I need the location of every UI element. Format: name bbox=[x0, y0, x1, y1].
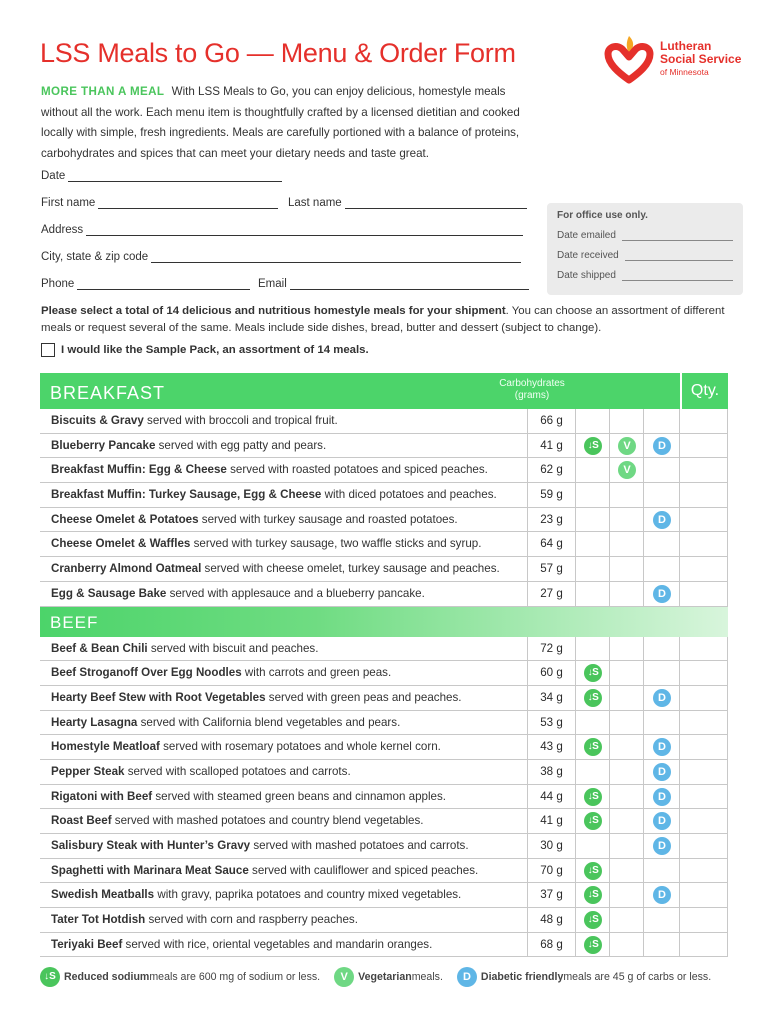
legend-d-text: meals are 45 g of carbs or less. bbox=[563, 971, 712, 983]
menu-item-name: Biscuits & Gravy bbox=[51, 414, 144, 427]
badge-cell bbox=[576, 809, 610, 833]
menu-item-carbs: 44 g bbox=[528, 785, 576, 809]
badge-cell bbox=[576, 834, 610, 858]
menu-item-name: Egg & Sausage Bake bbox=[51, 586, 167, 600]
menu-item-description bbox=[40, 711, 528, 735]
badge-cell bbox=[644, 711, 680, 735]
badge-cell bbox=[644, 908, 680, 932]
menu-item-name: Beef & Bean Chili bbox=[51, 641, 148, 655]
qty-input-cell[interactable] bbox=[680, 760, 728, 784]
page-title: LSS Meals to Go — Menu & Order Form bbox=[40, 38, 516, 68]
badge-cell bbox=[610, 711, 644, 735]
badge-cell bbox=[576, 859, 610, 883]
reduced-sodium-icon: ↓S bbox=[584, 936, 602, 954]
menu-item-row bbox=[40, 735, 728, 760]
menu-item-name: Salisbury Steak with Hunter’s Gravy bbox=[51, 839, 251, 852]
qty-input-cell[interactable] bbox=[680, 557, 728, 581]
qty-column-header: Qty. bbox=[680, 373, 728, 409]
menu-item-name: Roast Beef bbox=[51, 814, 112, 828]
office-use-box bbox=[547, 203, 743, 295]
badge-cell bbox=[610, 557, 644, 581]
qty-input-cell[interactable] bbox=[680, 908, 728, 932]
badge-cell bbox=[644, 557, 680, 581]
badge-cell bbox=[576, 883, 610, 907]
badge-cell bbox=[610, 735, 644, 759]
diabetic-friendly-icon: D bbox=[457, 967, 477, 987]
menu-item-sides: with gravy, paprika potatoes and country mixed vegetables. bbox=[154, 888, 462, 902]
menu-item-description bbox=[40, 735, 528, 759]
menu-item-carbs: 72 g bbox=[528, 637, 576, 661]
menu-item-name: Tater Tot Hotdish bbox=[51, 913, 146, 927]
menu-item-sides: served with rice, oriental vegetables and mandarin oranges. bbox=[122, 937, 433, 951]
address-label: Address bbox=[41, 224, 84, 236]
badge-cell bbox=[610, 508, 644, 532]
menu-item-description bbox=[40, 458, 528, 482]
menu-item-description bbox=[40, 582, 528, 606]
heart-flame-icon bbox=[602, 30, 656, 86]
badge-cell bbox=[644, 508, 680, 532]
qty-input-cell[interactable] bbox=[680, 508, 728, 532]
reduced-sodium-icon: ↓S bbox=[584, 788, 602, 806]
menu-item-description bbox=[40, 883, 528, 907]
menu-item-carbs: 70 g bbox=[528, 859, 576, 883]
menu-item-row bbox=[40, 834, 728, 859]
qty-input-cell[interactable] bbox=[680, 883, 728, 907]
reduced-sodium-icon: ↓S bbox=[584, 911, 602, 929]
badge-cell bbox=[576, 434, 610, 458]
menu-item-carbs: 43 g bbox=[528, 735, 576, 759]
carbs-column-header bbox=[488, 378, 576, 402]
phone-label: Phone bbox=[41, 278, 75, 290]
intro-text: With LSS Meals to Go, you can enjoy delicious, homestyle meals without all the work. Each menu item is thoughtfully crafted by a licensed dietitian and cooked locally with simple, fresh ingredients. Meals are carefully portioned with a balance of proteins, carbohydrates and spices that can meet your dietary needs and taste great. bbox=[41, 85, 520, 160]
phone-input-line[interactable] bbox=[77, 278, 250, 290]
badge-cell bbox=[644, 809, 680, 833]
menu-item-name: Hearty Lasagna bbox=[51, 715, 138, 729]
breakfast-header bbox=[40, 373, 728, 409]
qty-input-cell[interactable] bbox=[680, 637, 728, 661]
menu-item-row bbox=[40, 661, 728, 686]
menu-item-description bbox=[40, 409, 528, 433]
badge-cell bbox=[610, 458, 644, 482]
logo-line-2: Social Service bbox=[660, 52, 742, 66]
address-field[interactable] bbox=[41, 224, 523, 236]
qty-input-cell[interactable] bbox=[680, 483, 728, 507]
badge-cell bbox=[576, 508, 610, 532]
menu-item-name: Cheese Omelet & Potatoes bbox=[51, 512, 199, 526]
menu-item-carbs: 27 g bbox=[528, 582, 576, 606]
beef-title: BEEF bbox=[50, 612, 99, 632]
legend-d-bold: Diabetic friendly bbox=[480, 971, 564, 983]
menu-item-sides: served with steamed green beans and cinnamon apples. bbox=[152, 789, 447, 803]
menu-item-sides: served with California blend vegetables and pears. bbox=[137, 715, 401, 729]
menu-item-name: Beef Stroganoff Over Egg Noodles bbox=[51, 666, 242, 680]
badge-cell bbox=[576, 532, 610, 556]
badge-cell bbox=[644, 686, 680, 710]
first-name-label: First name bbox=[41, 197, 96, 209]
badge-cell bbox=[610, 483, 644, 507]
carbs-header-line-2: (grams) bbox=[514, 390, 550, 401]
sample-pack-label: I would like the Sample Pack, an assortment of 14 meals. bbox=[61, 344, 369, 356]
menu-item-name: Pepper Steak bbox=[51, 764, 125, 778]
menu-item-description bbox=[40, 809, 528, 833]
qty-input-cell[interactable] bbox=[680, 434, 728, 458]
diabetic-friendly-icon: D bbox=[653, 837, 671, 855]
diabetic-friendly-icon: D bbox=[653, 886, 671, 904]
menu-item-description bbox=[40, 760, 528, 784]
date-field[interactable] bbox=[41, 170, 282, 182]
badge-cell bbox=[610, 661, 644, 685]
badge-cell bbox=[576, 760, 610, 784]
menu-item-carbs: 68 g bbox=[528, 933, 576, 957]
menu-table bbox=[40, 373, 728, 957]
menu-item-name: Breakfast Muffin: Turkey Sausage, Egg & Cheese bbox=[51, 488, 322, 502]
badge-cell bbox=[576, 557, 610, 581]
badge-cell bbox=[610, 532, 644, 556]
city-field[interactable] bbox=[41, 251, 521, 263]
menu-item-description bbox=[40, 686, 528, 710]
badge-cell bbox=[644, 933, 680, 957]
menu-item-sides: served with broccoli and tropical fruit. bbox=[143, 414, 338, 427]
menu-item-row bbox=[40, 785, 728, 810]
menu-item-carbs: 38 g bbox=[528, 760, 576, 784]
menu-item-description bbox=[40, 859, 528, 883]
menu-item-sides: served with mashed potatoes and carrots. bbox=[250, 839, 469, 852]
menu-item-name: Teriyaki Beef bbox=[51, 937, 123, 951]
beef-header bbox=[40, 607, 728, 637]
menu-item-row bbox=[40, 557, 728, 582]
menu-item-name: Swedish Meatballs bbox=[51, 888, 155, 902]
menu-item-sides: served with cauliflower and spiced peaches. bbox=[248, 863, 479, 877]
badge-cell bbox=[576, 409, 610, 433]
diabetic-friendly-icon: D bbox=[653, 689, 671, 707]
logo-text bbox=[660, 40, 741, 79]
diabetic-friendly-icon: D bbox=[653, 738, 671, 756]
menu-item-sides: served with biscuit and peaches. bbox=[147, 641, 319, 655]
menu-item-row bbox=[40, 809, 728, 834]
beef-rows bbox=[40, 637, 728, 958]
email-field[interactable] bbox=[258, 278, 529, 290]
menu-item-carbs: 62 g bbox=[528, 458, 576, 482]
menu-item-name: Cranberry Almond Oatmeal bbox=[51, 562, 202, 576]
menu-item-description bbox=[40, 557, 528, 581]
badge-cell bbox=[610, 760, 644, 784]
diabetic-friendly-icon: D bbox=[653, 511, 671, 529]
date-received-line[interactable] bbox=[625, 251, 733, 261]
menu-item-name: Cheese Omelet & Waffles bbox=[51, 537, 191, 551]
date-shipped-line[interactable] bbox=[622, 271, 733, 281]
menu-item-row bbox=[40, 686, 728, 711]
date-label: Date bbox=[41, 170, 66, 182]
qty-input-cell[interactable] bbox=[680, 809, 728, 833]
menu-item-row bbox=[40, 508, 728, 533]
menu-item-name: Breakfast Muffin: Egg & Cheese bbox=[51, 463, 227, 477]
badge-cell bbox=[610, 582, 644, 606]
menu-item-row bbox=[40, 582, 728, 607]
city-label: City, state & zip code bbox=[41, 251, 149, 263]
date-emailed-label: Date emailed bbox=[557, 230, 616, 241]
carbs-header-line-1: Carbohydrates bbox=[499, 378, 565, 389]
badge-cell bbox=[610, 434, 644, 458]
legend-v-bold: Vegetarian bbox=[358, 971, 412, 983]
intro-lead: MORE THAN A MEAL bbox=[41, 85, 165, 98]
date-received-label: Date received bbox=[557, 250, 619, 261]
qty-input-cell[interactable] bbox=[680, 735, 728, 759]
badge-cell bbox=[576, 686, 610, 710]
menu-item-row bbox=[40, 483, 728, 508]
diabetic-friendly-icon: D bbox=[653, 812, 671, 830]
qty-input-cell[interactable] bbox=[680, 686, 728, 710]
intro-paragraph bbox=[41, 82, 541, 164]
badge-cell bbox=[576, 933, 610, 957]
badge-cell bbox=[644, 582, 680, 606]
menu-item-carbs: 30 g bbox=[528, 834, 576, 858]
badge-cell bbox=[610, 409, 644, 433]
menu-item-name: Rigatoni with Beef bbox=[51, 789, 153, 803]
breakfast-title: BREAKFAST bbox=[50, 383, 166, 403]
menu-item-row bbox=[40, 711, 728, 736]
menu-item-sides: served with turkey sausage and roasted potatoes. bbox=[198, 512, 458, 526]
menu-item-sides: with diced potatoes and peaches. bbox=[321, 488, 497, 502]
reduced-sodium-icon: ↓S bbox=[584, 738, 602, 756]
menu-item-sides: served with cheese omelet, turkey sausage and peaches. bbox=[201, 562, 500, 576]
badge-cell bbox=[576, 458, 610, 482]
menu-item-sides: served with mashed potatoes and country blend vegetables. bbox=[111, 814, 424, 828]
qty-input-cell[interactable] bbox=[680, 785, 728, 809]
last-name-input-line[interactable] bbox=[345, 197, 527, 209]
menu-item-carbs: 48 g bbox=[528, 908, 576, 932]
instructions-rest: . You can choose an assortment of different meals or request several of the same. Meals include side dishes, bread, butter and dessert (subject to change). bbox=[41, 305, 725, 334]
menu-item-carbs: 60 g bbox=[528, 661, 576, 685]
menu-item-row bbox=[40, 637, 728, 662]
badge-cell bbox=[610, 686, 644, 710]
reduced-sodium-icon: ↓S bbox=[584, 862, 602, 880]
menu-item-sides: served with turkey sausage, two waffle sticks and syrup. bbox=[190, 537, 482, 551]
badge-cell bbox=[610, 637, 644, 661]
badge-cell bbox=[610, 883, 644, 907]
badge-cell bbox=[644, 409, 680, 433]
badge-cell bbox=[576, 785, 610, 809]
badge-cell bbox=[644, 785, 680, 809]
qty-input-cell[interactable] bbox=[680, 834, 728, 858]
diabetic-friendly-icon: D bbox=[653, 763, 671, 781]
badge-cell bbox=[644, 735, 680, 759]
menu-item-row bbox=[40, 760, 728, 785]
diabetic-friendly-icon: D bbox=[653, 585, 671, 603]
menu-item-carbs: 53 g bbox=[528, 711, 576, 735]
vegetarian-icon: V bbox=[618, 461, 636, 479]
badge-cell bbox=[576, 637, 610, 661]
menu-item-sides: served with scalloped potatoes and carrots. bbox=[124, 764, 351, 778]
date-emailed-field[interactable] bbox=[557, 230, 733, 241]
menu-item-description bbox=[40, 785, 528, 809]
menu-item-row bbox=[40, 883, 728, 908]
menu-item-name: Blueberry Pancake bbox=[51, 438, 156, 452]
qty-input-cell[interactable] bbox=[680, 661, 728, 685]
badge-cell bbox=[644, 834, 680, 858]
badge-cell bbox=[610, 809, 644, 833]
menu-item-description bbox=[40, 532, 528, 556]
vegetarian-icon: V bbox=[618, 437, 636, 455]
badge-cell bbox=[576, 711, 610, 735]
qty-input-cell[interactable] bbox=[680, 409, 728, 433]
menu-item-description bbox=[40, 434, 528, 458]
office-use-heading: For office use only. bbox=[557, 210, 648, 221]
menu-item-row bbox=[40, 933, 728, 958]
date-shipped-label: Date shipped bbox=[557, 270, 616, 281]
date-received-field[interactable] bbox=[557, 250, 733, 261]
reduced-sodium-icon: ↓S bbox=[584, 886, 602, 904]
menu-item-sides: served with egg patty and pears. bbox=[155, 438, 327, 452]
menu-item-description bbox=[40, 933, 528, 957]
menu-item-carbs: 59 g bbox=[528, 483, 576, 507]
reduced-sodium-icon: ↓S bbox=[584, 812, 602, 830]
badge-cell bbox=[644, 883, 680, 907]
menu-item-sides: served with green peas and peaches. bbox=[265, 690, 462, 704]
email-input-line[interactable] bbox=[290, 278, 529, 290]
menu-item-carbs: 23 g bbox=[528, 508, 576, 532]
last-name-label: Last name bbox=[288, 197, 342, 209]
sample-pack-option[interactable] bbox=[41, 343, 369, 357]
lss-logo bbox=[602, 30, 752, 86]
menu-item-carbs: 57 g bbox=[528, 557, 576, 581]
last-name-field[interactable] bbox=[288, 197, 527, 209]
menu-item-sides: served with corn and raspberry peaches. bbox=[145, 913, 358, 927]
menu-item-row bbox=[40, 434, 728, 459]
badge-cell bbox=[610, 908, 644, 932]
menu-item-description bbox=[40, 483, 528, 507]
menu-item-row bbox=[40, 532, 728, 557]
instructions-bold: Please select a total of 14 delicious and nutritious homestyle meals for your shipment bbox=[41, 305, 506, 317]
legend bbox=[40, 967, 740, 987]
badge-cell bbox=[610, 785, 644, 809]
diabetic-friendly-icon: D bbox=[653, 437, 671, 455]
menu-item-name: Homestyle Meatloaf bbox=[51, 740, 160, 754]
logo-line-3: of Minnesota bbox=[660, 67, 709, 77]
menu-item-sides: served with applesauce and a blueberry pancake. bbox=[166, 586, 425, 600]
badge-cell bbox=[644, 532, 680, 556]
menu-item-row bbox=[40, 859, 728, 884]
reduced-sodium-icon: ↓S bbox=[584, 664, 602, 682]
menu-item-description bbox=[40, 834, 528, 858]
badge-cell bbox=[644, 458, 680, 482]
reduced-sodium-icon: ↓S bbox=[584, 437, 602, 455]
selection-instructions bbox=[41, 303, 731, 337]
date-input-line[interactable] bbox=[68, 170, 282, 182]
legend-rs-text: meals are 600 mg of sodium or less. bbox=[149, 971, 321, 983]
qty-input-cell[interactable] bbox=[680, 458, 728, 482]
reduced-sodium-icon: ↓S bbox=[40, 967, 60, 987]
qty-input-cell[interactable] bbox=[680, 859, 728, 883]
email-label: Email bbox=[258, 278, 287, 290]
menu-item-sides: with carrots and green peas. bbox=[241, 666, 392, 680]
vegetarian-icon: V bbox=[334, 967, 354, 987]
menu-item-carbs: 37 g bbox=[528, 883, 576, 907]
sample-pack-checkbox[interactable] bbox=[41, 343, 55, 357]
logo-line-1: Lutheran bbox=[660, 39, 712, 53]
menu-item-carbs: 41 g bbox=[528, 434, 576, 458]
menu-item-name: Spaghetti with Marinara Meat Sauce bbox=[51, 863, 249, 877]
reduced-sodium-icon: ↓S bbox=[584, 689, 602, 707]
menu-item-row bbox=[40, 908, 728, 933]
phone-field[interactable] bbox=[41, 278, 250, 290]
badge-cell bbox=[644, 760, 680, 784]
legend-v-text: meals. bbox=[411, 971, 443, 983]
menu-item-carbs: 64 g bbox=[528, 532, 576, 556]
badge-cell bbox=[576, 908, 610, 932]
menu-item-description bbox=[40, 661, 528, 685]
badge-cell bbox=[644, 859, 680, 883]
menu-item-description bbox=[40, 508, 528, 532]
qty-input-cell[interactable] bbox=[680, 711, 728, 735]
menu-item-sides: served with roasted potatoes and spiced peaches. bbox=[226, 463, 488, 477]
qty-input-cell[interactable] bbox=[680, 582, 728, 606]
badge-cell bbox=[644, 637, 680, 661]
menu-item-row bbox=[40, 458, 728, 483]
first-name-input-line[interactable] bbox=[98, 197, 278, 209]
badge-cell bbox=[644, 661, 680, 685]
qty-input-cell[interactable] bbox=[680, 933, 728, 957]
menu-item-description bbox=[40, 908, 528, 932]
menu-item-row bbox=[40, 409, 728, 434]
diabetic-friendly-icon: D bbox=[653, 788, 671, 806]
menu-item-carbs: 41 g bbox=[528, 809, 576, 833]
badge-cell bbox=[610, 859, 644, 883]
badge-cell bbox=[576, 661, 610, 685]
menu-item-carbs: 66 g bbox=[528, 409, 576, 433]
badge-cell bbox=[576, 483, 610, 507]
date-emailed-line[interactable] bbox=[622, 231, 733, 241]
breakfast-rows bbox=[40, 409, 728, 607]
qty-input-cell[interactable] bbox=[680, 532, 728, 556]
menu-item-carbs: 34 g bbox=[528, 686, 576, 710]
badge-cell bbox=[576, 735, 610, 759]
date-shipped-field[interactable] bbox=[557, 270, 733, 281]
menu-item-name: Hearty Beef Stew with Root Vegetables bbox=[51, 690, 266, 704]
address-input-line[interactable] bbox=[86, 224, 523, 236]
badge-cell bbox=[610, 834, 644, 858]
city-input-line[interactable] bbox=[151, 251, 521, 263]
badge-cell bbox=[576, 582, 610, 606]
legend-rs-bold: Reduced sodium bbox=[64, 971, 150, 983]
badge-cell bbox=[644, 483, 680, 507]
menu-item-sides: served with rosemary potatoes and whole kernel corn. bbox=[159, 740, 441, 754]
menu-item-description bbox=[40, 637, 528, 661]
first-name-field[interactable] bbox=[41, 197, 278, 209]
badge-cell bbox=[644, 434, 680, 458]
badge-cell bbox=[610, 933, 644, 957]
